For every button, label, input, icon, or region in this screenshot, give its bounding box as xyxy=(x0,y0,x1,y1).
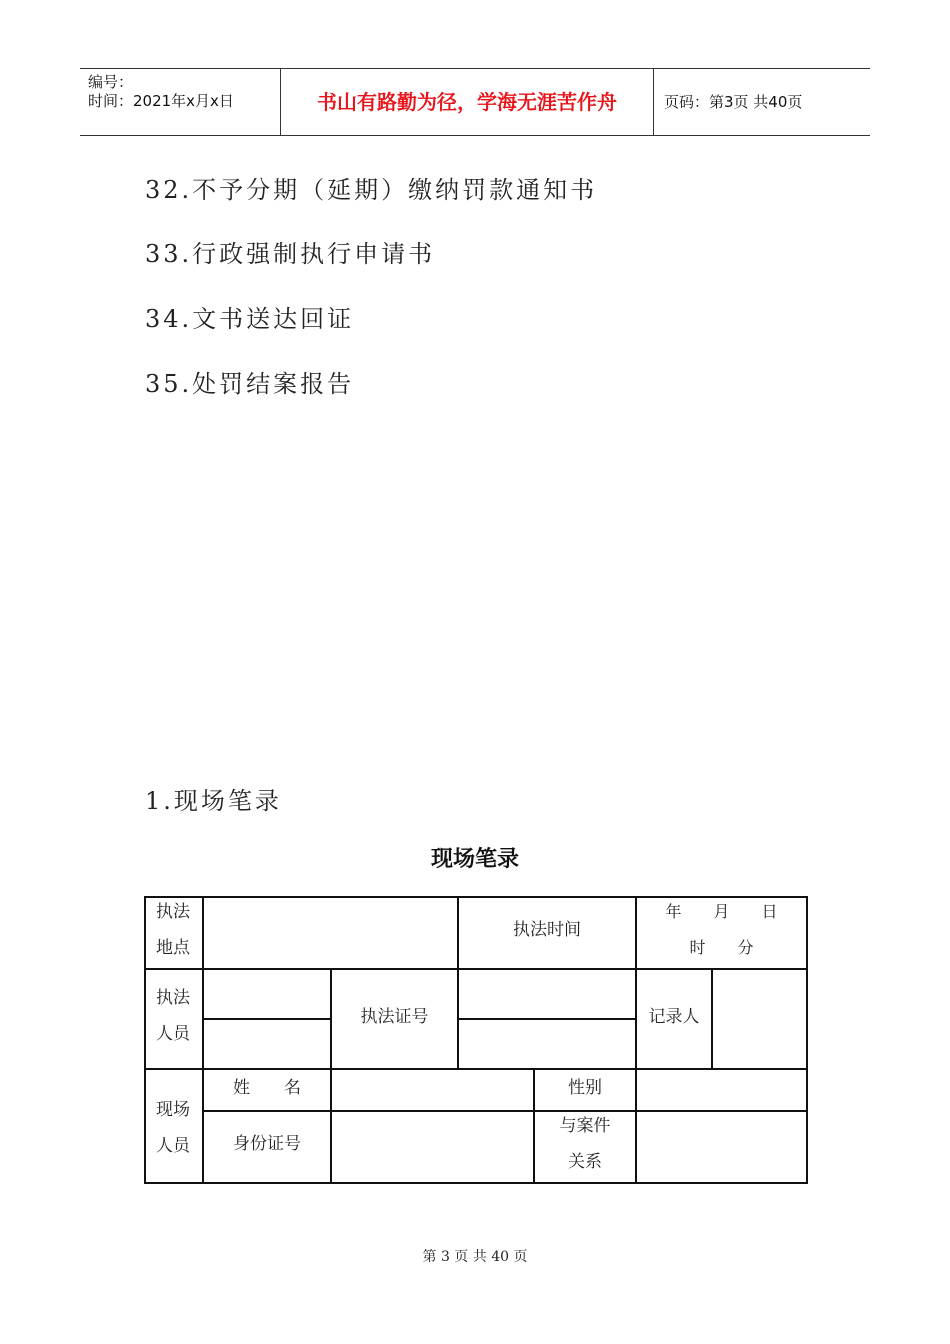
list-item: 35.处罚结案报告 xyxy=(145,370,355,398)
list-item: 32.不予分期（延期）缴纳罚款通知书 xyxy=(145,176,598,204)
enforcement-time-label: 执法时间 xyxy=(513,920,581,940)
number-label: 编号： xyxy=(88,73,134,91)
list-item: 34.文书送达回证 xyxy=(145,305,355,333)
onsite-person-label: 现场 xyxy=(156,1100,190,1120)
case-relation-label: 与案件 xyxy=(559,1116,611,1136)
onsite-person-label-2: 人员 xyxy=(156,1136,190,1156)
gender-label: 性别 xyxy=(568,1078,602,1098)
time-line: 时 分 xyxy=(689,938,754,957)
place-label-2: 地点 xyxy=(156,938,190,958)
page-footer: 第 3 页 共 40 页 xyxy=(422,1249,528,1265)
time-label: 时间：2021年x月x日 xyxy=(88,92,234,110)
form-title: 现场笔录 xyxy=(430,847,519,872)
cert-number-label: 执法证号 xyxy=(360,1007,429,1027)
case-relation-label-2: 关系 xyxy=(568,1152,602,1172)
section-heading: 1.现场笔录 xyxy=(145,787,282,815)
document-header xyxy=(80,68,870,136)
onsite-record-form xyxy=(144,896,808,1184)
header-page-info: 页码：第3页 共40页 xyxy=(664,93,803,111)
name-label: 姓 名 xyxy=(233,1078,301,1098)
id-number-label: 身份证号 xyxy=(233,1134,301,1154)
list-item: 33.行政强制执行申请书 xyxy=(145,240,436,268)
header-motto: 书山有路勤为径，学海无涯苦作舟 xyxy=(281,69,654,135)
header-meta xyxy=(80,69,281,135)
date-line: 年 月 日 xyxy=(665,902,778,921)
officer-label-2: 人员 xyxy=(156,1024,190,1044)
place-label: 执法 xyxy=(156,902,190,922)
officer-label: 执法 xyxy=(156,988,190,1008)
recorder-label: 记录人 xyxy=(648,1007,700,1027)
